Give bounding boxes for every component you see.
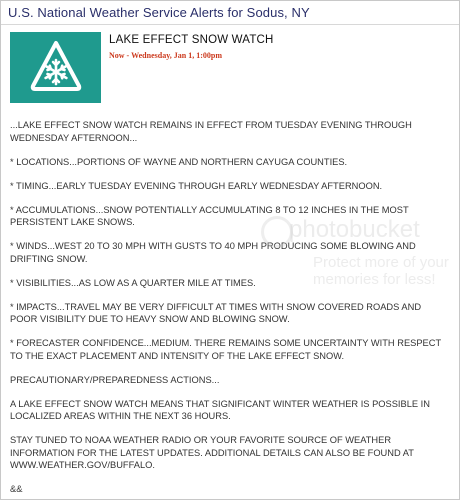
- alert-paragraph: * ACCUMULATIONS...SNOW POTENTIALLY ACCUMULATING 8 TO 12 INCHES IN THE MOST PERSISTENT LAKE SNOWS.: [10, 204, 409, 227]
- alert-paragraph: * TIMING...EARLY TUESDAY EVENING THROUGH EARLY WEDNESDAY AFTERNOON.: [10, 180, 383, 191]
- alert-paragraph: * FORECASTER CONFIDENCE...MEDIUM. THERE REMAINS SOME UNCERTAINTY WITH RESPECT TO THE EXACT PLACEMENT AND INTENSITY OF THE LAKE EFFECT SNOW.: [10, 338, 441, 361]
- alert-paragraph: * VISIBILITIES...AS LOW AS A QUARTER MILE AT TIMES.: [10, 277, 256, 288]
- alert-paragraph: PRECAUTIONARY/PREPAREDNESS ACTIONS...: [10, 374, 220, 385]
- alert-time: Now - Wednesday, Jan 1, 1:00pm: [109, 51, 222, 60]
- alert-paragraph: A LAKE EFFECT SNOW WATCH MEANS THAT SIGNIFICANT WINTER WEATHER IS POSSIBLE IN LOCALIZED AREAS WITHIN THE NEXT 36 HOURS.: [10, 398, 430, 421]
- alert-icon-tile: [10, 32, 101, 103]
- alert-paragraph: &&: [10, 484, 23, 494]
- snowflake-warning-icon: [29, 39, 83, 95]
- alert-body: [10, 119, 446, 500]
- alert-paragraph: * WINDS...WEST 20 TO 30 MPH WITH GUSTS TO 40 MPH PRODUCING SOME BLOWING AND DRIFTING SNOW.: [10, 241, 416, 264]
- alert-paragraph: * IMPACTS...TRAVEL MAY BE VERY DIFFICULT AT TIMES WITH SNOW COVERED ROADS AND POOR VISIBILITY DUE TO HEAVY SNOW AND BLOWING SNOW.: [10, 301, 422, 324]
- page-header: [1, 1, 459, 25]
- alert-paragraph: STAY TUNED TO NOAA WEATHER RADIO OR YOUR FAVORITE SOURCE OF WEATHER INFORMATION FOR THE LATEST UPDATES. ADDITIONAL DETAILS CAN ALSO BE FOUND AT WWW.WEATHER.GOV/BUFFALO.: [10, 435, 414, 470]
- watermark-brand: photobucket: [289, 216, 420, 243]
- alert-title: LAKE EFFECT SNOW WATCH: [109, 34, 274, 46]
- alert-summary: [10, 32, 450, 104]
- alert-paragraph: * LOCATIONS...PORTIONS OF WAYNE AND NORTHERN CAYUGA COUNTIES.: [10, 156, 348, 167]
- alert-paragraph: ...LAKE EFFECT SNOW WATCH REMAINS IN EFFECT FROM TUESDAY EVENING THROUGH WEDNESDAY AFTERNOON...: [10, 120, 412, 143]
- page-title: U.S. National Weather Service Alerts for Sodus, NY: [8, 5, 310, 20]
- watermark-tagline: Protect more of your memories for less!: [313, 254, 449, 288]
